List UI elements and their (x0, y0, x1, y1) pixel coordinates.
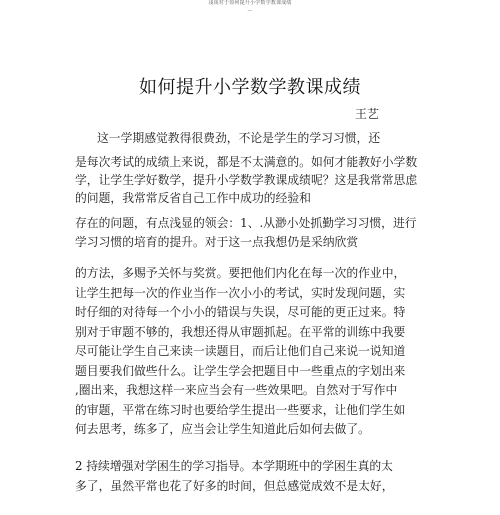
header-mark: — (247, 8, 253, 14)
paragraph-line: 尽可能让学生自己来读一读题目，而后让他们自己来说一说知道 (75, 344, 406, 358)
paragraph-line: 存在的问题，有点浅显的领会：1、.从渺小处抓勤学习习惯，进行 (75, 216, 417, 230)
paragraph-1 (75, 128, 435, 148)
paragraph-line: 学习习惯的培育的提升。对于这一点我想仍是采纳欣赏 (75, 235, 359, 249)
paragraph-line: 别对于审题不够的，我想还得从审题抓起。在平常的训练中我要 (75, 324, 406, 339)
paragraph-line: 这一学期感觉教得很费劲，不论是学生的学习习惯，还 (97, 131, 381, 145)
paragraph-line: 的审题，平常在练习时也要给学生提出一些要求，让他们学生如 (75, 402, 406, 417)
document-title: 如何提升小学数学教课成绩 (139, 77, 361, 98)
paragraph-line: 是每次考试的成绩上来说，都是不太满意的。如何才能教好小学数 (75, 155, 418, 169)
paragraph-line: 题目要我们做些什么。让学生学会把题目中一些重点的字划出来 (75, 363, 406, 378)
paragraph-line: 2 持续增强对学困生的学习指导。本学期班中的学困生真的太 (75, 459, 393, 473)
paragraph-line: 的问题，我常常反省自己工作中成功的经验和 (75, 191, 311, 205)
paragraph-line: 学，让学生学好数学，提升小学数学教课成绩呢？这是我常常思虑 (75, 173, 418, 187)
paragraph-line: 让学生把每一次的作业当作一次小小的考试，实时发现问题，实 (75, 285, 406, 300)
author-name: 王艺 (355, 107, 380, 121)
paragraph-4 (75, 264, 435, 440)
paragraph-3 (75, 214, 435, 252)
paragraph-line: 何去思考，练多了，应当会让学生知道此后如何去做了。 (75, 422, 370, 436)
paragraph-line: 的方法，多赐予关怀与奖赏。要把他们内化在每一次的作业中， (75, 266, 406, 280)
paragraph-line: 时仔细的对待每一个小小的错误与失误，尽可能的更正过来。特 (75, 305, 406, 319)
paragraph-2 (75, 153, 435, 207)
paragraph-line: 多了，虽然平常也花了好多的时间，但总感觉成效不是太好， (75, 478, 394, 493)
paragraph-5 (75, 457, 435, 496)
running-header: 浅谈对于如何提升小学数学教课成绩 (208, 0, 292, 6)
paragraph-line: ,圈出来，我想这样一来应当会有一些效果吧。自然对于写作中 (75, 383, 398, 397)
